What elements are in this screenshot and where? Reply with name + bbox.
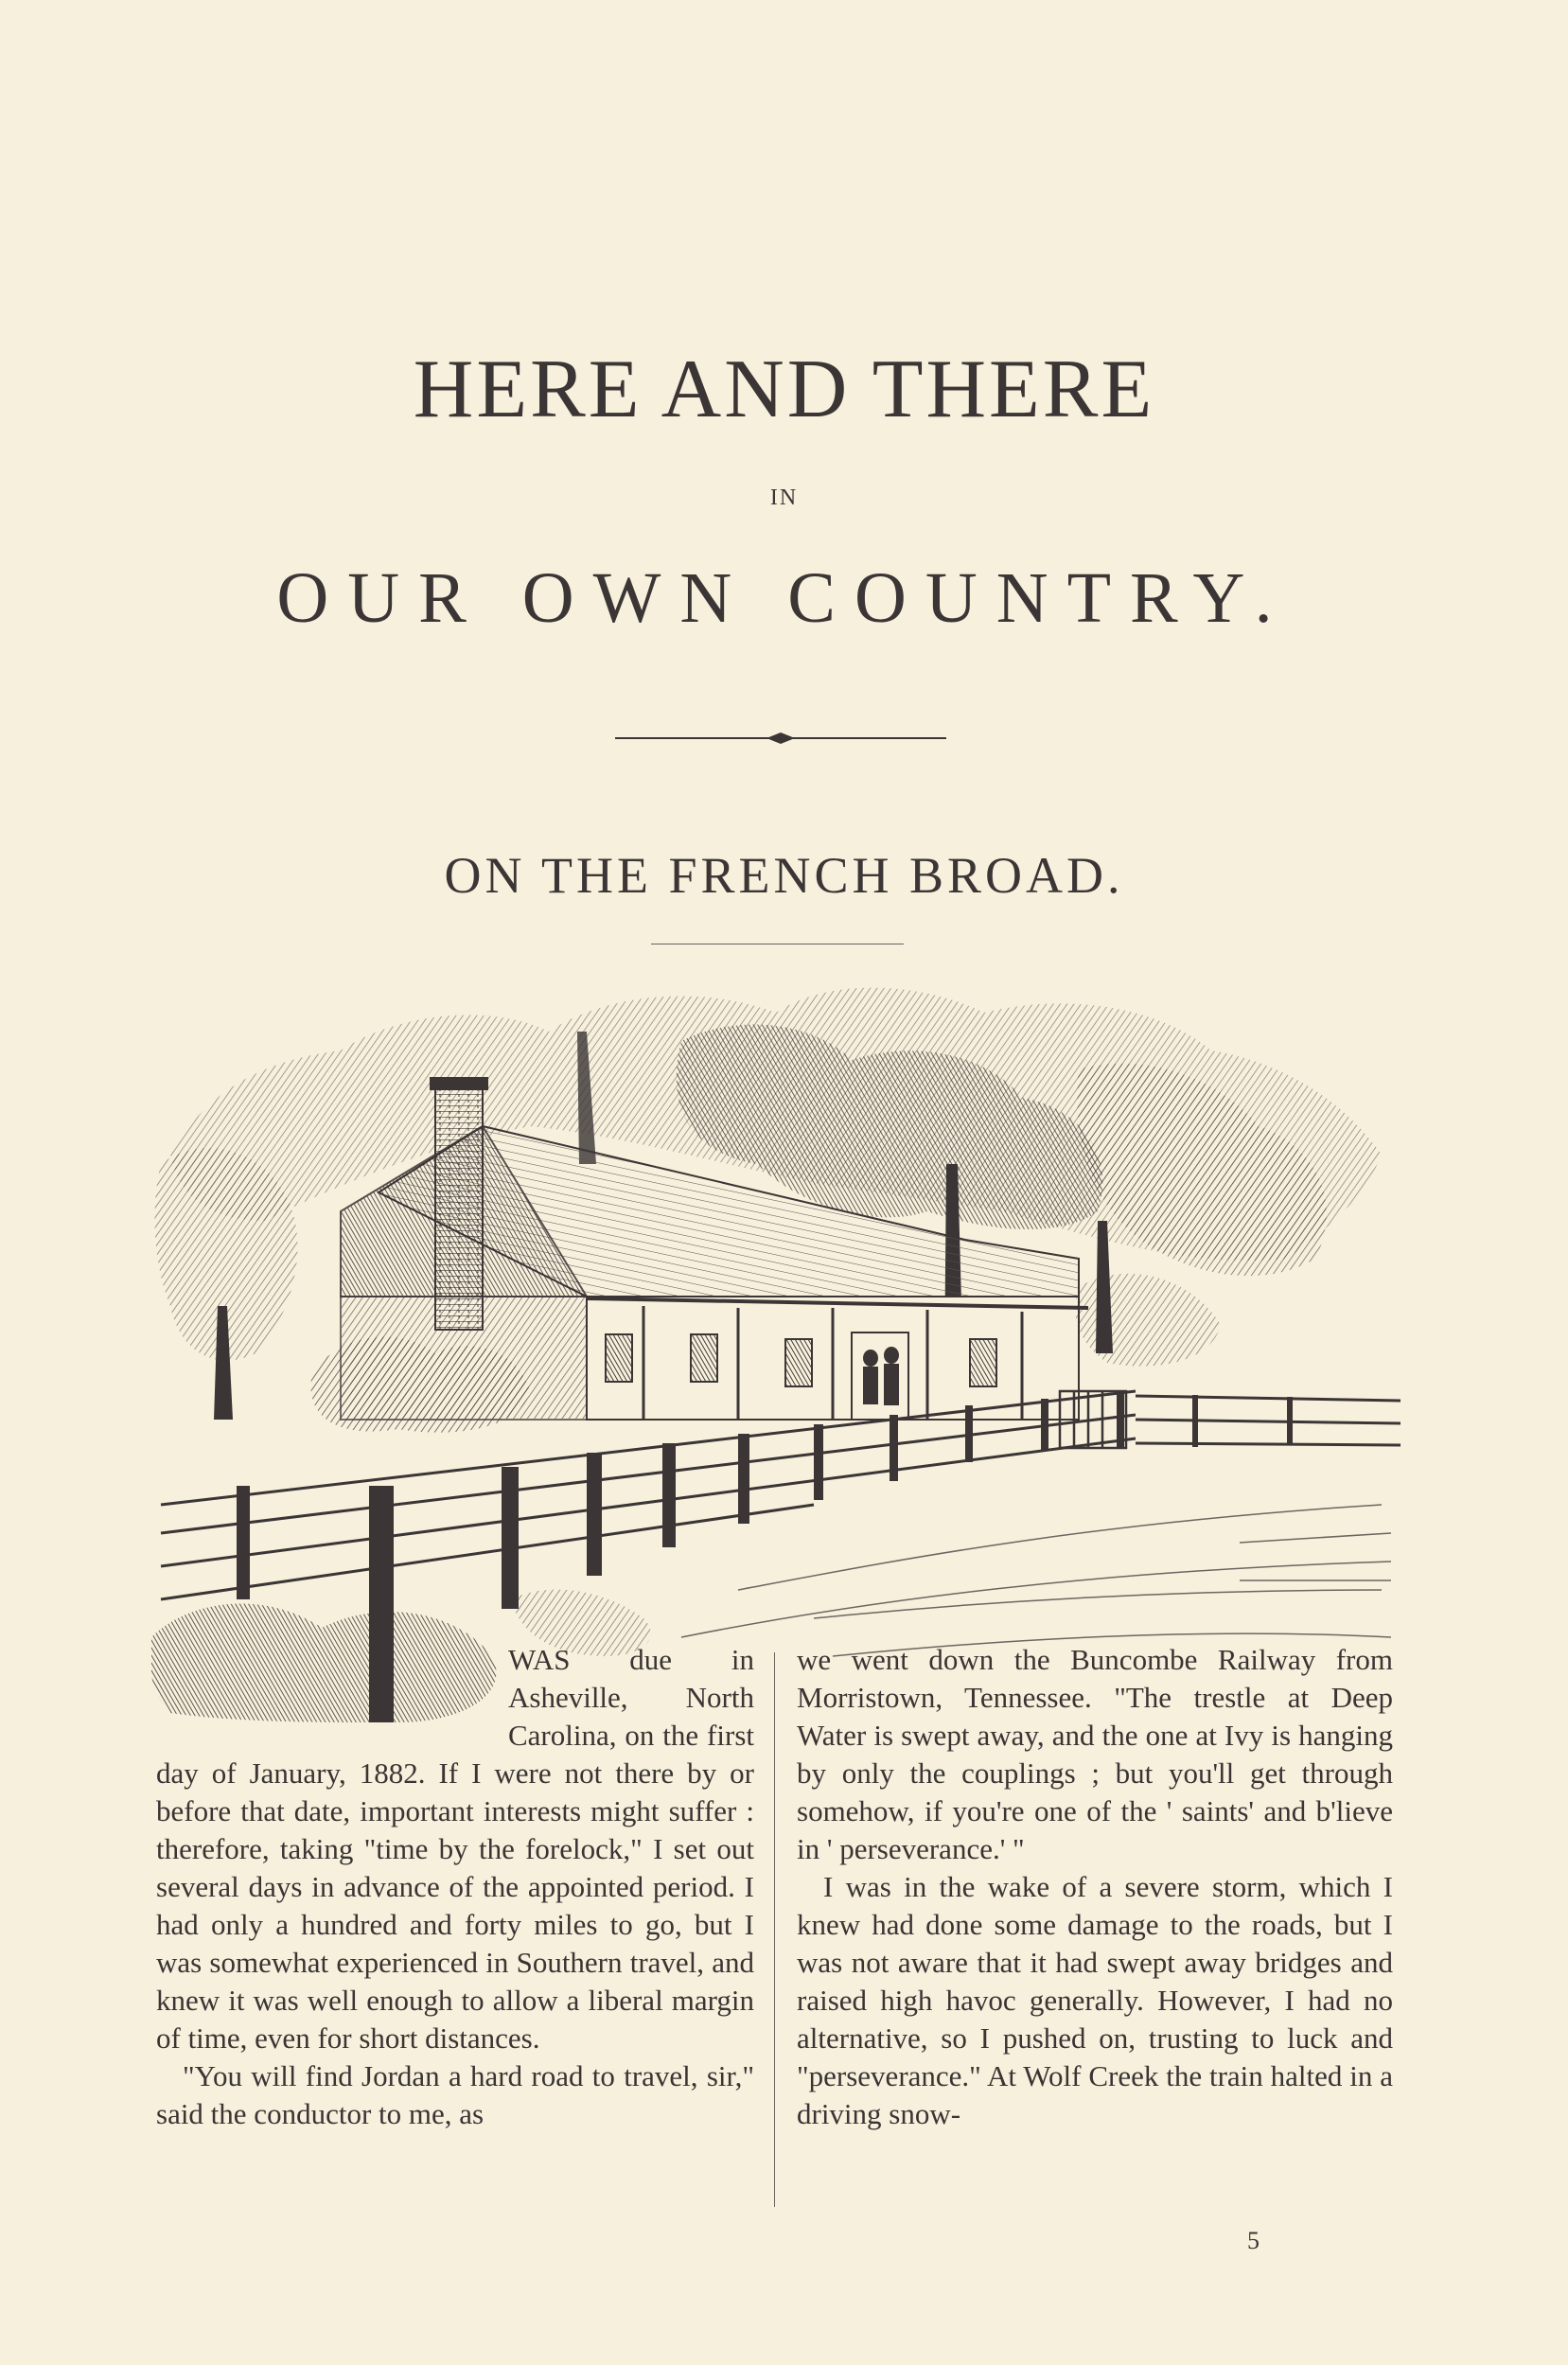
- book-title-line-1: HERE AND THERE: [413, 344, 1155, 435]
- farmhouse-illustration: [151, 975, 1401, 1722]
- text-column-left: [156, 1641, 754, 2133]
- text-column-right: [797, 1641, 1393, 2133]
- drop-cap-illustration-space: [156, 1641, 508, 1753]
- page-number: 5: [1247, 2227, 1260, 2254]
- ornamental-divider-icon: [615, 729, 946, 748]
- paragraph-opening: WAS due in Asheville, North Carolina, on the first day of January, 1882. If I were not there by or before that date, important interests might suffer : therefore, taking "time by the forelock," I set out several days in advance of the appointed period. I had only a hundred and forty miles to go, but I was somewhat experienced in Southern travel, and knew it was well enough to allow a liberal margin of time, even for short distances.: [156, 1643, 754, 2055]
- paragraph-conductor-quote: "You will find Jordan a hard road to travel, sir," said the conductor to me, as: [156, 2059, 754, 2130]
- chapter-title: ON THE FRENCH BROAD.: [444, 847, 1124, 904]
- book-title-connector: IN: [769, 485, 799, 510]
- column-divider: [774, 1652, 775, 2207]
- book-title-line-2: OUR OWN COUNTRY.: [276, 558, 1292, 638]
- paragraph-conductor-quote-continued: we went down the Buncombe Railway from Morristown, Tennessee. "The trestle at Deep Water is swept away, and the one at Ivy is hanging by only the couplings ; but you'll get through somehow, if you're one of the ' saints' and b'lieve in ' perseverance.' ": [797, 1643, 1393, 1865]
- paragraph-storm: I was in the wake of a severe storm, which I knew had done some damage to the roads, but I was not aware that it had swept away bridges and raised high havoc generally. However, I had no alternative, so I pushed on, trusting to luck and "perseverance." At Wolf Creek the train halted in a driving snow-: [797, 1870, 1393, 2130]
